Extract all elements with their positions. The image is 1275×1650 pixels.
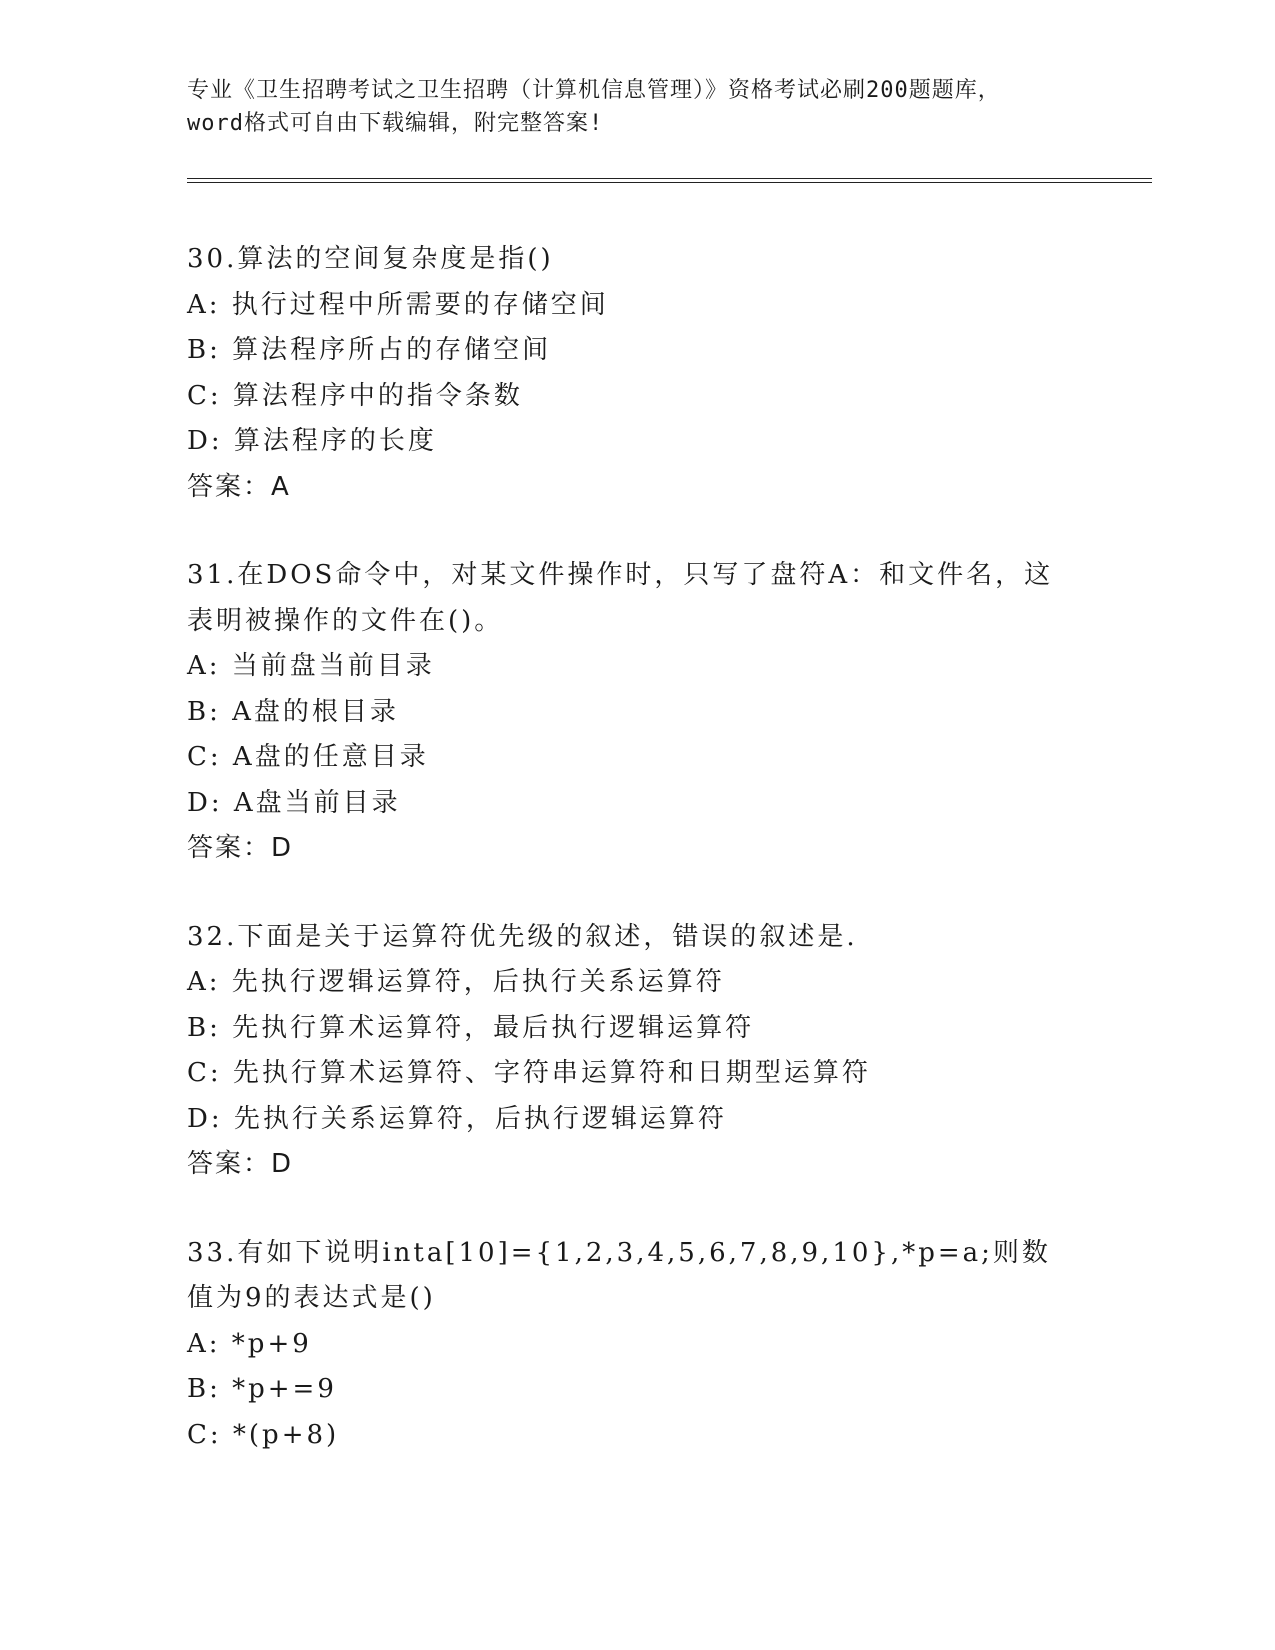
question-stem: 32.下面是关于运算符优先级的叙述，错误的叙述是.	[187, 921, 858, 952]
page-header	[187, 74, 1087, 140]
answer-line: 答案：D	[187, 1149, 294, 1179]
option-d: D: A盘当前目录	[187, 787, 401, 818]
option-c: C: 先执行算术运算符、字符串运算符和日期型运算符	[187, 1058, 871, 1088]
option-d: D: 先执行关系运算符，后执行逻辑运算符	[187, 1103, 727, 1134]
question-32	[187, 915, 1087, 1188]
option-b: B: 算法程序所占的存储空间	[187, 335, 552, 365]
question-stem: 33.有如下说明inta[10]={1,2,3,4,5,6,7,8,9,10},*p=a;则数值为9的表达式是()	[187, 1237, 1051, 1313]
option-b: B: A盘的根目录	[187, 696, 399, 727]
option-c: C: 算法程序中的指令条数	[187, 380, 523, 411]
question-stem: 30.算法的空间复杂度是指()	[187, 244, 554, 274]
option-d: D: 算法程序的长度	[187, 426, 437, 456]
option-a: A: *p+9	[187, 1328, 312, 1359]
option-a: A: 执行过程中所需要的存储空间	[187, 289, 609, 320]
header-line-2: word格式可自由下载编辑，附完整答案!	[187, 111, 604, 136]
option-c: C: *(p+8)	[187, 1419, 340, 1450]
question-stem: 31.在DOS命令中，对某文件操作时，只写了盘符A：和文件名，这表明被操作的文件在()。	[187, 560, 1054, 636]
question-33	[187, 1231, 1087, 1459]
question-31	[187, 553, 1087, 872]
option-b: B: *p+=9	[187, 1374, 337, 1404]
question-30	[187, 237, 1087, 510]
option-a: A: 当前盘当前目录	[187, 651, 435, 681]
question-list	[187, 237, 1087, 1501]
header-line-1: 专业《卫生招聘考试之卫生招聘（计算机信息管理）》资格考试必刷200题题库，	[187, 78, 1001, 103]
answer-line: 答案：A	[187, 471, 291, 502]
option-a: A: 先执行逻辑运算符，后执行关系运算符	[187, 967, 725, 997]
option-b: B: 先执行算术运算符，最后执行逻辑运算符	[187, 1012, 755, 1043]
header-double-rule	[187, 178, 1152, 183]
option-c: C: A盘的任意目录	[187, 742, 429, 772]
answer-line: 答案：D	[187, 833, 294, 863]
